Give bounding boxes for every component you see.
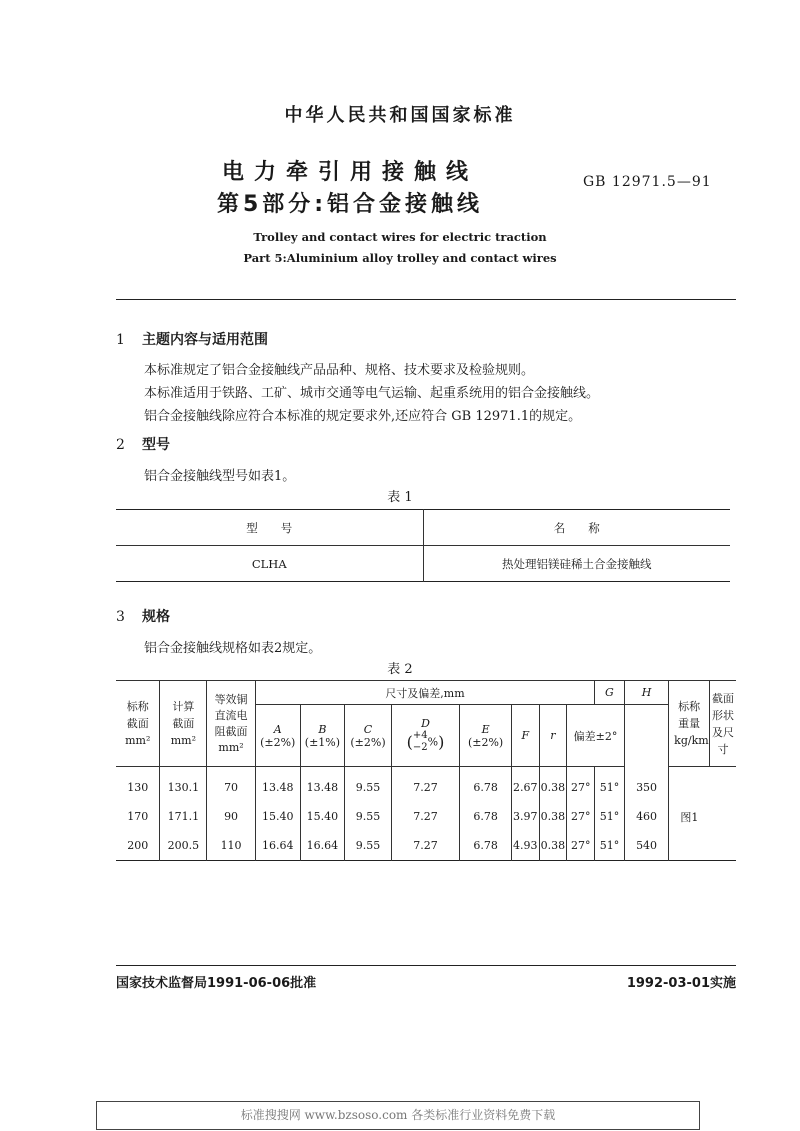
header-a: A (±2%) bbox=[255, 705, 300, 767]
document-title: 电力牵引用接触线 bbox=[221, 160, 478, 185]
header-cell: 名 称 bbox=[423, 510, 730, 546]
header-weight: 标称重量kg/km bbox=[669, 681, 710, 767]
header-eq-copper: 等效铜直流电阻截面mm² bbox=[207, 681, 256, 767]
paragraph: 铝合金接触线规格如表2规定。 bbox=[144, 641, 322, 656]
table-cell: 0.38 bbox=[539, 831, 567, 861]
header-e: E (±2%) bbox=[460, 705, 512, 767]
table-header-row bbox=[116, 681, 736, 705]
watermark-banner: 标准搜搜网 www.bzsoso.com 各类标准行业资料免费下载 bbox=[96, 1101, 700, 1130]
section-number: 3 bbox=[116, 609, 125, 625]
header-angle-tolerance: 偏差±2° bbox=[567, 705, 625, 767]
table-cell: 200.5 bbox=[160, 831, 207, 861]
section-heading bbox=[116, 606, 170, 626]
effective-date: 1992-03-01实施 bbox=[626, 976, 736, 991]
header-dimension-group: 尺寸及偏差,mm bbox=[255, 681, 594, 705]
table-cell: 0.38 bbox=[539, 767, 567, 803]
header-c: C (±2%) bbox=[345, 705, 391, 767]
table-cell: 16.64 bbox=[255, 831, 300, 861]
table-cell: 15.40 bbox=[255, 802, 300, 831]
table-cell: 110 bbox=[207, 831, 256, 861]
section-heading bbox=[116, 434, 170, 454]
header-shape: 截面形状及尺寸 bbox=[710, 681, 737, 767]
table-cell: 130 bbox=[116, 767, 160, 803]
table-cell: 6.78 bbox=[460, 802, 512, 831]
table-cell: 9.55 bbox=[345, 767, 391, 803]
table-cell: 15.40 bbox=[300, 802, 345, 831]
table-cell: 4.93 bbox=[511, 831, 539, 861]
document-subtitle: 第5部分:铝合金接触线 bbox=[216, 192, 484, 217]
table-2 bbox=[116, 680, 736, 861]
header-b: B (±1%) bbox=[300, 705, 345, 767]
header-r: r bbox=[539, 705, 567, 767]
table-cell: 9.55 bbox=[345, 802, 391, 831]
table-cell: 130.1 bbox=[160, 767, 207, 803]
table-cell: 51° bbox=[595, 802, 625, 831]
table-cell: 0.38 bbox=[539, 802, 567, 831]
table-cell: 6.78 bbox=[460, 831, 512, 861]
table-cell: 170 bbox=[116, 802, 160, 831]
section-title: 型号 bbox=[142, 437, 170, 453]
header-g: G bbox=[595, 681, 625, 705]
table-cell: 2.67 bbox=[511, 767, 539, 803]
table-cell: 7.27 bbox=[391, 802, 460, 831]
table-cell: 热处理铝镁硅稀土合金接触线 bbox=[502, 556, 652, 571]
table-cell: 200 bbox=[116, 831, 160, 861]
table-cell: 9.55 bbox=[345, 831, 391, 861]
issuing-authority: 中华人民共和国国家标准 bbox=[284, 105, 516, 126]
table-cell: 540 bbox=[624, 831, 669, 861]
table-cell: 51° bbox=[595, 831, 625, 861]
table-cell: 13.48 bbox=[300, 767, 345, 803]
paragraph: 本标准适用于铁路、工矿、城市交通等电气运输、起重系统用的铝合金接触线。 bbox=[144, 386, 600, 401]
table-cell: 16.64 bbox=[300, 831, 345, 861]
table-cell: 460 bbox=[624, 802, 669, 831]
table-cell: 27° bbox=[567, 831, 595, 861]
table-header-row bbox=[116, 510, 730, 546]
table-cell: 51° bbox=[595, 767, 625, 803]
section-title: 主题内容与适用范围 bbox=[142, 332, 268, 348]
english-title: Trolley and contact wires for electric traction bbox=[253, 230, 547, 244]
header-h: H bbox=[624, 681, 669, 705]
header-divider bbox=[116, 299, 736, 300]
section-number: 2 bbox=[116, 437, 125, 453]
section-number: 1 bbox=[116, 332, 125, 348]
table-row bbox=[116, 831, 736, 861]
table-cell: 27° bbox=[567, 767, 595, 803]
table-cell: CLHA bbox=[116, 546, 423, 582]
table-cell: 7.27 bbox=[391, 831, 460, 861]
section-heading bbox=[116, 329, 268, 349]
header-d: D (+4 −2%) bbox=[391, 705, 460, 767]
table-cell: 3.97 bbox=[511, 802, 539, 831]
table1-caption: 表 1 bbox=[387, 490, 413, 505]
table-cell: 7.27 bbox=[391, 767, 460, 803]
table-cell: 171.1 bbox=[160, 802, 207, 831]
paragraph: 铝合金接触线除应符合本标准的规定要求外,还应符合 GB 12971.1的规定。 bbox=[144, 409, 582, 424]
approval-date: 国家技术监督局1991-06-06批准 bbox=[116, 976, 317, 991]
paragraph: 本标准规定了铝合金接触线产品品种、规格、技术要求及检验规则。 bbox=[144, 363, 535, 378]
header-nominal-section: 标称截面mm² bbox=[116, 681, 160, 767]
table-row bbox=[116, 546, 730, 582]
table-cell: 13.48 bbox=[255, 767, 300, 803]
footer-divider bbox=[116, 965, 736, 966]
section-title: 规格 bbox=[142, 609, 170, 625]
header-cell: 型 号 bbox=[116, 510, 423, 546]
table-row bbox=[116, 802, 736, 831]
table-cell: 27° bbox=[567, 802, 595, 831]
table2-caption: 表 2 bbox=[387, 662, 413, 677]
table-row bbox=[116, 767, 736, 803]
table-cell: 70 bbox=[207, 767, 256, 803]
header-f: F bbox=[511, 705, 539, 767]
english-subtitle: Part 5:Aluminium alloy trolley and contact wires bbox=[243, 251, 557, 265]
table-1 bbox=[116, 509, 730, 582]
table-cell: 90 bbox=[207, 802, 256, 831]
table-cell: 6.78 bbox=[460, 767, 512, 803]
header-calc-section: 计算截面mm² bbox=[160, 681, 207, 767]
table-cell: 350 bbox=[624, 767, 669, 803]
paragraph: 铝合金接触线型号如表1。 bbox=[144, 469, 296, 484]
standard-code: GB 12971.5—91 bbox=[583, 174, 712, 190]
shape-reference-cell: 图1 bbox=[669, 767, 710, 861]
